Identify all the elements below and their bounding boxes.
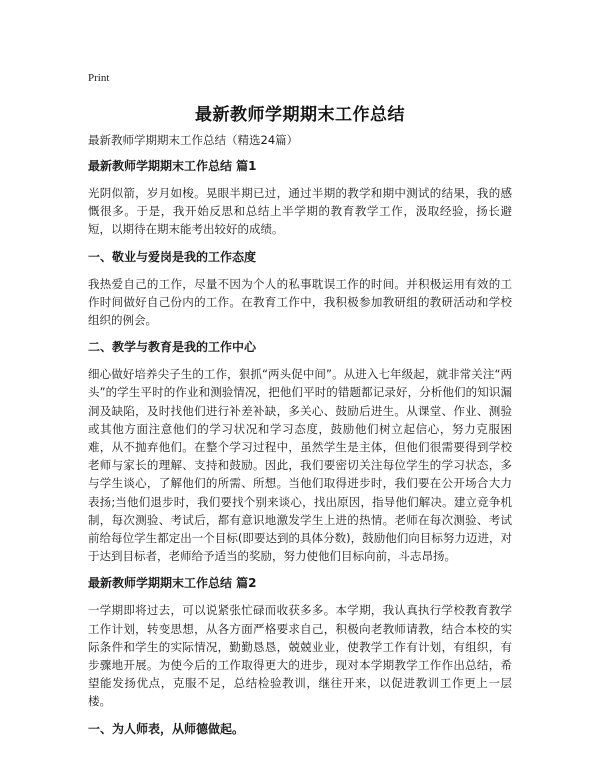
article-1-intro: 光阴似箭，岁月如梭。晃眼半期已过，通过半期的教学和期中测试的结果，我的感慨很多。于是，我开始反思和总结上半学期的教育教学工作，汲取经验，扬长避短，以期待在期末能考出较好的成绩。 — [88, 186, 512, 237]
document-body — [88, 131, 512, 747]
article-1-section-1-text: 我热爱自己的工作，尽量不因为个人的私事耽误工作的时间。并积极运用有效的工作时间做好自己份内的工作。在教育工作中，我积极参加教研组的教研活动和学校组织的例会。 — [88, 276, 512, 328]
print-label: Print — [88, 72, 110, 84]
article-2-section-1-heading: 一、为人师表，从师德做起。 — [88, 721, 245, 736]
article-2-intro: 一学期即将过去，可以说紧张忙碌而收获多多。本学期，我认真执行学校教育教学工作计划，转变思想，从各方面严格要求自己，积极向老教师请教，结合本校的实际条件和学生的实际情况，勤勤恳恳，兢兢业业，使教学工作有计划，有组织，有步骤地开展。为使今后的工作取得更大的进步，现对本学期教学工作作出总结，希望能发扬优点，克服不足，总结检验教训，继往开来，以促进教训工作更上一层楼。 — [88, 603, 512, 709]
document-subtitle: 最新教师学期期末工作总结（精选24篇） — [88, 133, 299, 147]
article-2-heading: 最新教师学期期末工作总结 篇2 — [88, 576, 257, 591]
article-1-section-1-heading: 一、敬业与爱岗是我的工作态度 — [88, 249, 257, 264]
document-title: 最新教师学期期末工作总结 — [195, 105, 405, 125]
article-1-section-2-heading: 二、教学与教育是我的工作中心 — [88, 340, 257, 355]
article-1-heading: 最新教师学期期末工作总结 篇1 — [88, 159, 257, 173]
article-1-section-2-text: 细心做好培养尖子生的工作，狠抓“两头促中间”。从进入七年级起，就非常关注“两头”的学生平时的作业和测验情况，把他们平时的错题都记录好，分析他们的知识漏洞及缺陷，及时找他们进行补差补缺，多关心、鼓励后进生。从课堂、作业、测验或其他方面注意他们的学习状况和学习态度，鼓励他们树立起信心，努力克服困难，从不抛弃他们。在整个学习过程中，虽然学生是主体，但他们很需要得到学校老师与家长的理解、支持和鼓励。因此，我们要密切关注每位学生的学习状态，多与学生谈心，了解他们的所需、所想。当他们取得进步时，我们要在公开场合大力表扬;当他们退步时，我们要找个别来谈心，找出原因，指导他们解决。建立竞争机制，每次测验、考试后，都有意识地激发学生上进的热情。老师在每次测验、考试前给每位学生都定出一个目标(即要达到的具体分数)，鼓励他们向目标努力迈进，对于达到目标者，老师给予适当的奖励，努力使他们目标向前，斗志昂扬。 — [88, 367, 512, 564]
